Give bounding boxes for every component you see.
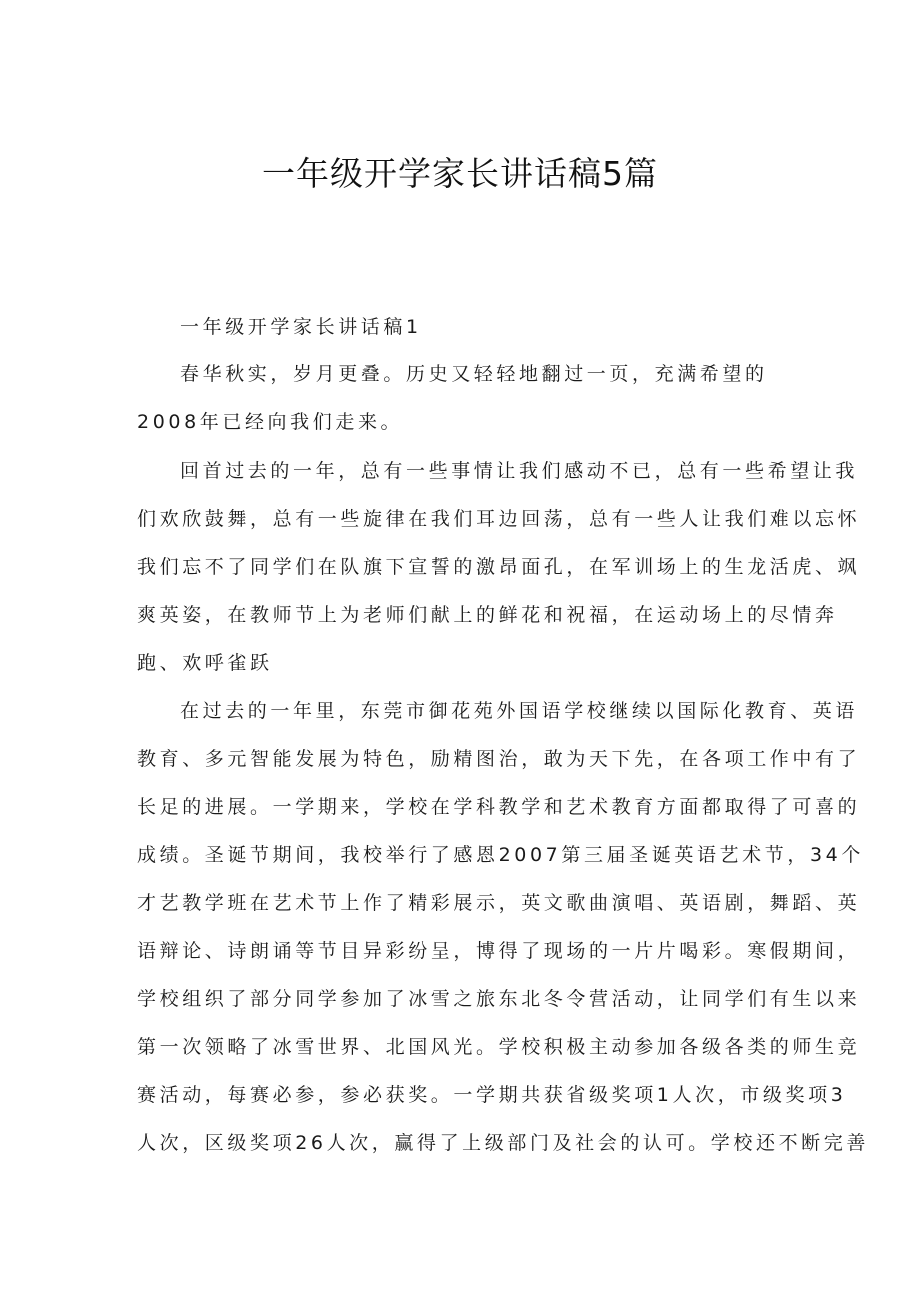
paragraph-line: 跑、欢呼雀跃 [137, 652, 273, 674]
paragraph-line: 才艺教学班在艺术节上作了精彩展示，英文歌曲演唱、英语剧，舞蹈、英 [137, 892, 861, 914]
paragraph-line: 我们忘不了同学们在队旗下宣誓的激昂面孔，在军训场上的生龙活虎、飒 [137, 556, 861, 578]
paragraph-line: 第一次领略了冰雪世界、北国风光。学校积极主动参加各级各类的师生竞 [137, 1036, 861, 1058]
paragraph-line: 2008年已经向我们走来。 [137, 411, 404, 433]
section-heading: 一年级开学家长讲话稿1 [180, 316, 422, 338]
paragraph-line: 长足的进展。一学期来，学校在学科教学和艺术教育方面都取得了可喜的 [137, 796, 861, 818]
paragraph-line: 学校组织了部分同学参加了冰雪之旅东北冬令营活动，让同学们有生以来 [137, 988, 861, 1010]
paragraph-line: 语辩论、诗朗诵等节目异彩纷呈，博得了现场的一片片喝彩。寒假期间， [137, 940, 861, 962]
paragraph-line: 爽英姿，在教师节上为老师们献上的鲜花和祝福，在运动场上的尽情奔 [137, 604, 838, 626]
paragraph-line: 回首过去的一年，总有一些事情让我们感动不已，总有一些希望让我 [180, 460, 859, 482]
paragraph-line: 春华秋实，岁月更叠。历史又轻轻地翻过一页，充满希望的 [180, 363, 768, 385]
paragraph-line: 们欢欣鼓舞，总有一些旋律在我们耳边回荡，总有一些人让我们难以忘怀 [137, 508, 861, 530]
paragraph-line: 人次，区级奖项26人次，赢得了上级部门及社会的认可。学校还不断完善 [137, 1132, 869, 1154]
paragraph-line: 成绩。圣诞节期间，我校举行了感恩2007第三届圣诞英语艺术节，34个 [137, 844, 864, 866]
paragraph-line: 教育、多元智能发展为特色，励精图治，敢为天下先，在各项工作中有了 [137, 748, 861, 770]
paragraph-line: 赛活动，每赛必参，参必获奖。一学期共获省级奖项1人次，市级奖项3 [137, 1084, 847, 1106]
paragraph-line: 在过去的一年里，东莞市御花苑外国语学校继续以国际化教育、英语 [180, 700, 859, 722]
document-title: 一年级开学家长讲话稿5篇 [262, 154, 658, 193]
